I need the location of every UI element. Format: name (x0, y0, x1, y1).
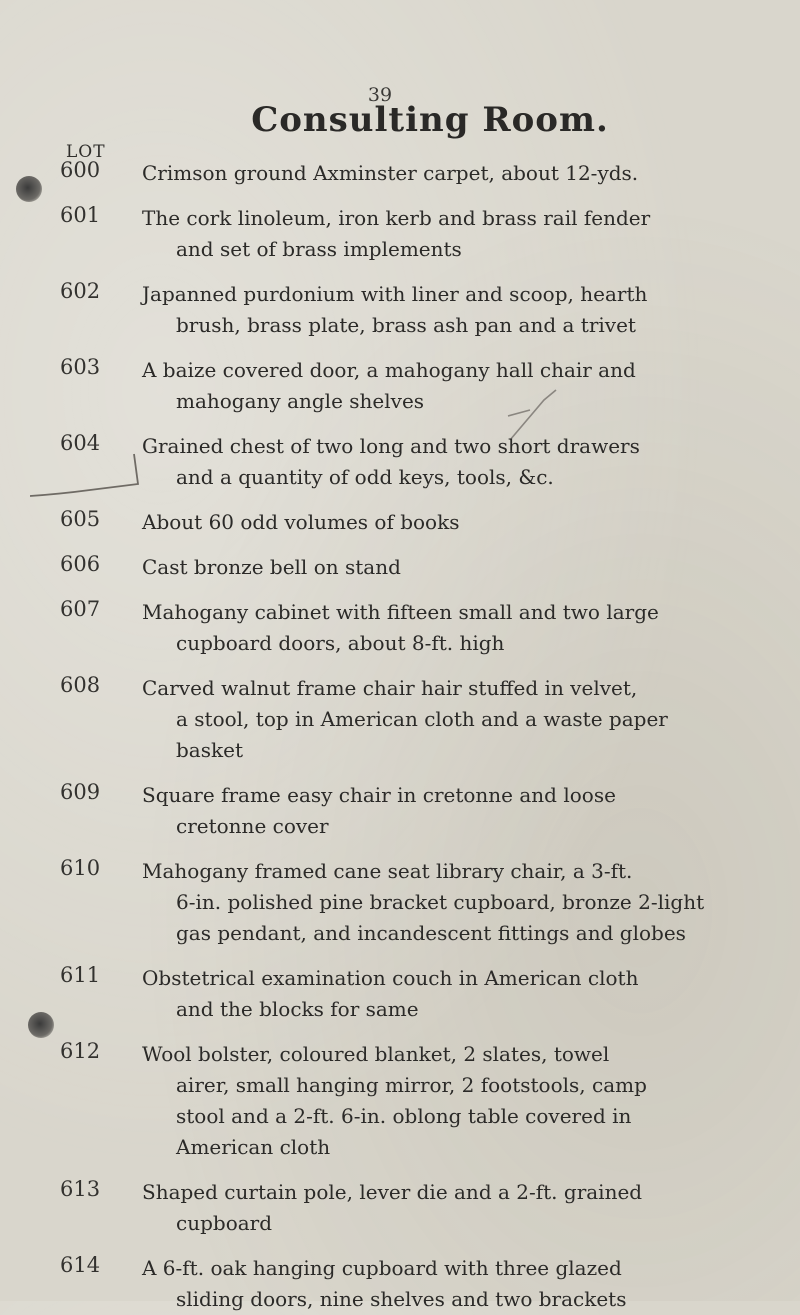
lot-description (142, 1039, 782, 1163)
lot-line: mahogany angle shelves (176, 389, 425, 413)
lot-line: Crimson ground Axminster carpet, about 12-yds. (142, 161, 639, 185)
room-title: Consulting Room. (251, 100, 609, 140)
page-number: 39 (367, 84, 393, 106)
lot-line: A baize covered door, a mahogany hall chair and (142, 358, 636, 382)
binding-hole-icon (16, 176, 42, 202)
lot-number: 609 (60, 780, 101, 804)
lot-description (142, 507, 782, 538)
lot-column-label: LOT (66, 142, 106, 162)
lot-line: American cloth (176, 1135, 331, 1159)
lot-line: Mahogany cabinet with fifteen small and two large (142, 600, 659, 624)
lot-description (142, 552, 782, 583)
lot-line: airer, small hanging mirror, 2 footstools, camp (176, 1073, 647, 1097)
lot-line: basket (176, 738, 243, 762)
lot-line: and set of brass implements (176, 237, 462, 261)
lot-description (142, 856, 782, 949)
lot-line: The cork linoleum, iron kerb and brass rail fender (142, 206, 651, 230)
lot-line: Japanned purdonium with liner and scoop, hearth (142, 282, 648, 306)
lot-number: 600 (60, 158, 101, 182)
lot-line: Grained chest of two long and two short drawers (142, 434, 640, 458)
lot-line: 6-in. polished pine bracket cupboard, bronze 2-light (176, 890, 705, 914)
lot-line: cupboard (176, 1211, 273, 1235)
lot-description (142, 1177, 782, 1239)
lot-number: 612 (60, 1039, 101, 1063)
lot-line: Cast bronze bell on stand (142, 555, 401, 579)
lot-line: About 60 odd volumes of books (142, 510, 460, 534)
lot-line: sliding doors, nine shelves and two brackets (176, 1287, 627, 1311)
lot-description (142, 158, 782, 189)
lot-number: 602 (60, 279, 101, 303)
lot-description (142, 279, 782, 341)
lot-line: Wool bolster, coloured blanket, 2 slates, towel (142, 1042, 610, 1066)
lot-number: 605 (60, 507, 101, 531)
lot-number: 601 (60, 203, 101, 227)
lot-number: 614 (60, 1253, 101, 1277)
lot-number: 611 (60, 963, 101, 987)
lot-line: and the blocks for same (176, 997, 419, 1021)
lot-line: Carved walnut frame chair hair stuffed in velvet, (142, 676, 638, 700)
lot-number: 610 (60, 856, 101, 880)
lot-description (142, 673, 782, 766)
lot-line: brush, brass plate, brass ash pan and a trivet (176, 313, 636, 337)
lot-line: a stool, top in American cloth and a waste paper (176, 707, 668, 731)
lot-line: Shaped curtain pole, lever die and a 2-ft. grained (142, 1180, 643, 1204)
lot-number: 608 (60, 673, 101, 697)
lot-line: Obstetrical examination couch in American cloth (142, 966, 639, 990)
lot-number: 604 (60, 431, 101, 455)
lot-number: 606 (60, 552, 101, 576)
lot-line: cupboard doors, about 8-ft. high (176, 631, 505, 655)
lot-description (142, 780, 782, 842)
lot-line: gas pendant, and incandescent fittings and globes (176, 921, 686, 945)
lot-number: 603 (60, 355, 101, 379)
lot-line: cretonne cover (176, 814, 329, 838)
lot-number: 613 (60, 1177, 101, 1201)
lot-description (142, 597, 782, 659)
lot-number: 607 (60, 597, 101, 621)
lot-line: Mahogany framed cane seat library chair, a 3-ft. (142, 859, 633, 883)
lot-line: stool and a 2-ft. 6-in. oblong table covered in (176, 1104, 632, 1128)
binding-hole-icon (28, 1012, 54, 1038)
lot-line: A 6-ft. oak hanging cupboard with three glazed (142, 1256, 622, 1280)
lot-description (142, 203, 782, 265)
lot-description (142, 1253, 782, 1315)
lot-line: and a quantity of odd keys, tools, &c. (176, 465, 554, 489)
lot-description (142, 963, 782, 1025)
lot-description (142, 431, 782, 493)
lot-line: Square frame easy chair in cretonne and loose (142, 783, 616, 807)
lot-description (142, 355, 782, 417)
